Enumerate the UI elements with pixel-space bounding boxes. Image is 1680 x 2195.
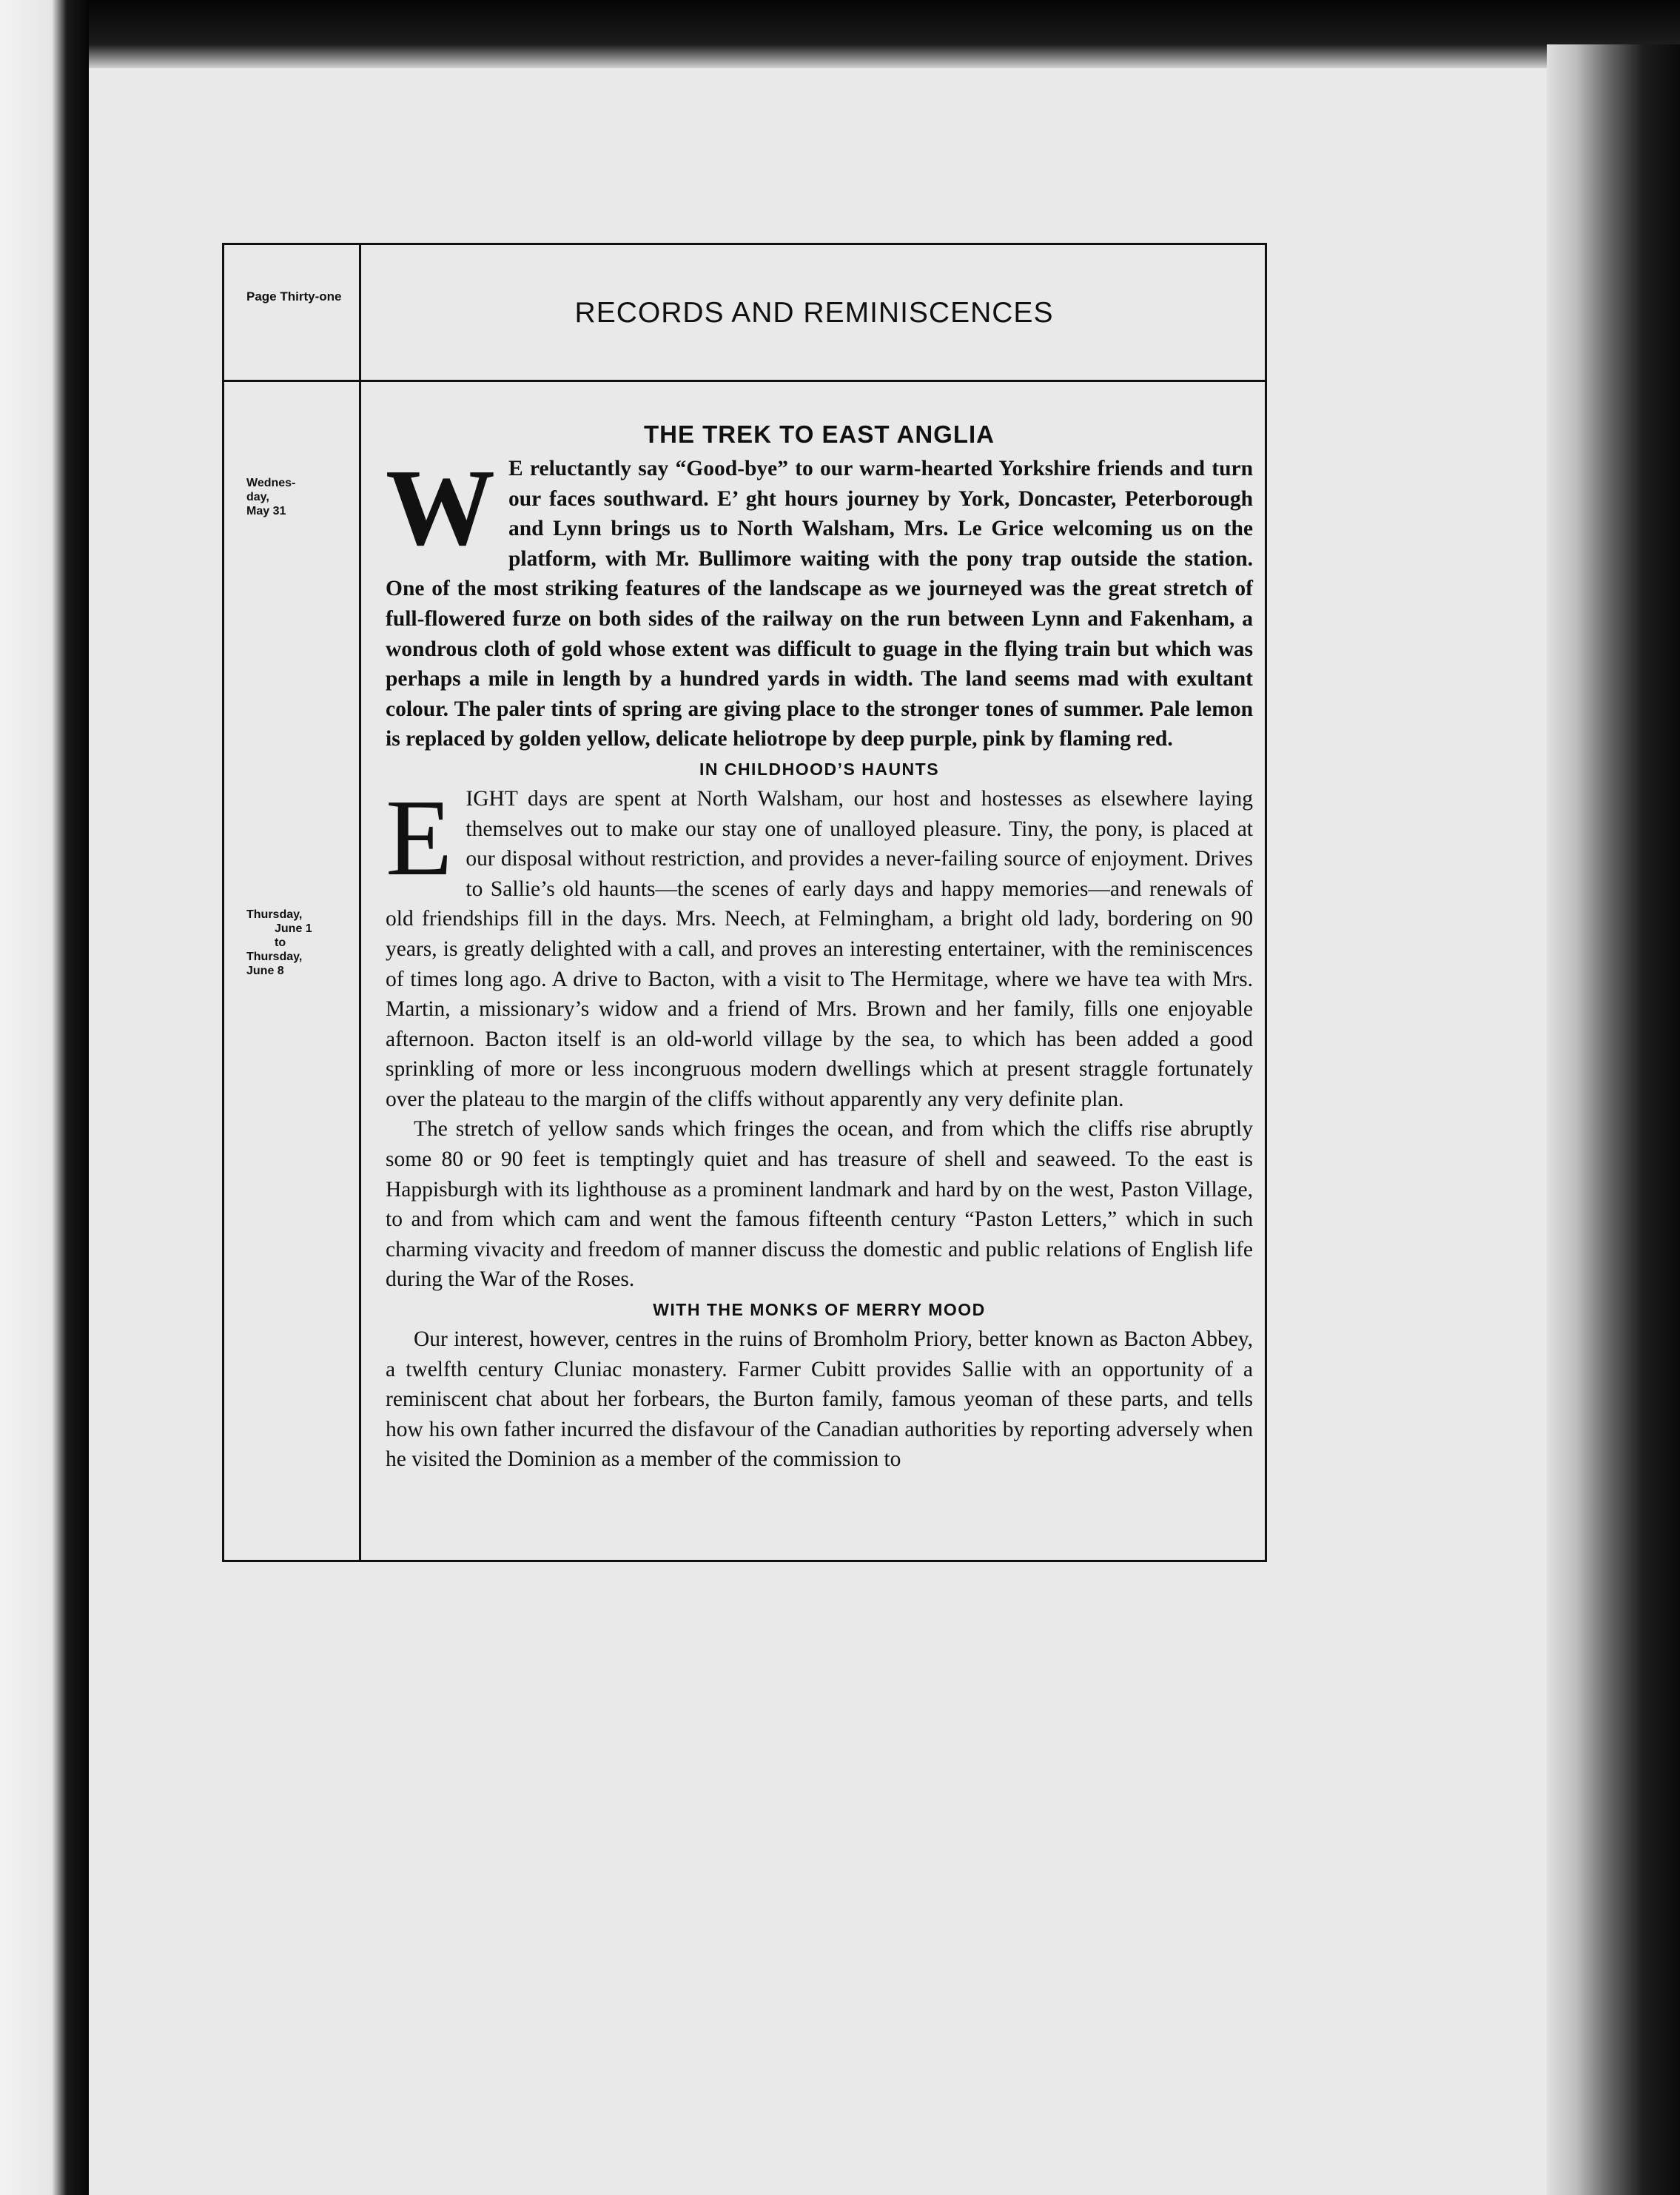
- margin-date-line: June 8: [246, 965, 284, 977]
- section-title-monks: WITH THE MONKS OF MERRY MOOD: [653, 1300, 986, 1320]
- margin-date-line: June 1: [275, 922, 312, 935]
- article-body: [386, 415, 1253, 1475]
- paragraph-sands: The stretch of yellow sands which fringes the ocean, and from which the cliffs rise abruptly some 80 or 90 feet is temptingly quiet and has treasure of shell and seaweed. To the east is Happisburgh with its lighthouse as a prominent landmark and hard by on the west, Paston Village, to and from which cam and went the famous fifteenth century “Paston Letters,” which in such charming vivacity and freedom of manner discuss the domestic and public relations of English life during the War of the Roses.: [386, 1117, 1253, 1292]
- paragraph-text: E reluctantly say “Good-bye” to our warm-hearted Yorkshire friends and turn our faces southward. E’ ght hours journey by York, Doncaster, Peterborough and Lynn brings us to North Walsham, Mrs. Le Grice welcoming us on the platform, with Mr. Bullimore waiting with the pony trap outside the station. One of the most striking features of the landscape as we journeyed was the great stretch of full-flowered furze on both sides of the railway on the run between Lynn and Fakenham, a wondrous cloth of gold whose extent was difficult to guage in the flying train but which was perhaps a mile in length by a hundred yards in width. The land seems mad with exultant colour. The paler tints of spring are giving place to the stronger tones of summer. Pale lemon is replaced by golden yellow, delicate heliotrope by deep purple, pink by flaming red.: [386, 457, 1253, 751]
- book-spine-edge: [0, 0, 89, 2195]
- page-right-edge: [1547, 44, 1680, 2195]
- paragraph-text: IGHT days are spent at North Walsham, our host and hostesses as elsewhere laying themselves out to make our stay one of unalloyed pleasure. Tiny, the pony, is placed at our disposal without restriction, and provides a never-failing source of enjoyment. Drives to Sallie’s old haunts—the scenes of early days and happy memories—and renewals of old friendships fill in the days. Mrs. Neech, at Felmingham, a bright old lady, bordering on 90 years, is greatly delighted with a call, and proves an interesting entertainer, with the reminiscences of times long ago. A drive to Bacton, with a visit to The Hermitage, where we have tea with Mrs. Martin, a missionary’s widow and a friend of Mrs. Brown and her family, fills one enjoyable afternoon. Bacton itself is an old-world village by the sea, to which has been added a good sprinkling of more or less incongruous modern dwellings which at present straggle fortunately over the plateau to the margin of the cliffs without apparently any very definite plan.: [386, 786, 1253, 1111]
- margin-date-line: May 31: [246, 505, 286, 517]
- paragraph-trek: [386, 447, 1253, 754]
- margin-date-line: to: [275, 936, 286, 949]
- scan-top-border: [0, 0, 1680, 68]
- margin-date-line: Thursday,: [246, 951, 303, 963]
- drop-cap-e: E: [386, 777, 453, 899]
- margin-date-line: Thursday,: [246, 908, 303, 921]
- paragraph-childhood: [386, 777, 1253, 1115]
- page-frame: [222, 243, 1267, 1562]
- margin-date-2: [246, 908, 357, 978]
- drop-cap-w: W: [386, 447, 495, 569]
- page-number: Page Thirty-one: [246, 289, 342, 304]
- margin-rule: [359, 245, 361, 1560]
- margin-date-line: Wednes-: [246, 477, 296, 489]
- margin-date-1: [246, 476, 357, 518]
- running-title: RECORDS AND REMINISCENCES: [574, 297, 1054, 329]
- section-title-childhood: IN CHILDHOOD’S HAUNTS: [699, 759, 940, 779]
- paragraph-monks: Our interest, however, centres in the ruins of Bromholm Priory, better known as Bacton Abbey, a twelfth century Cluniac monastery. Farmer Cubitt provides Sallie with an opportunity of a reminiscent chat about her forbears, the Burton family, famous yeoman of these parts, and tells how his own father incurred the disfavour of the Canadian authorities by reporting adversely when he visited the Dominion as a member of the commission to: [386, 1327, 1253, 1472]
- margin-date-line: day,: [246, 491, 269, 503]
- section-title-trek: THE TREK TO EAST ANGLIA: [643, 420, 995, 448]
- header-rule: [224, 380, 1265, 382]
